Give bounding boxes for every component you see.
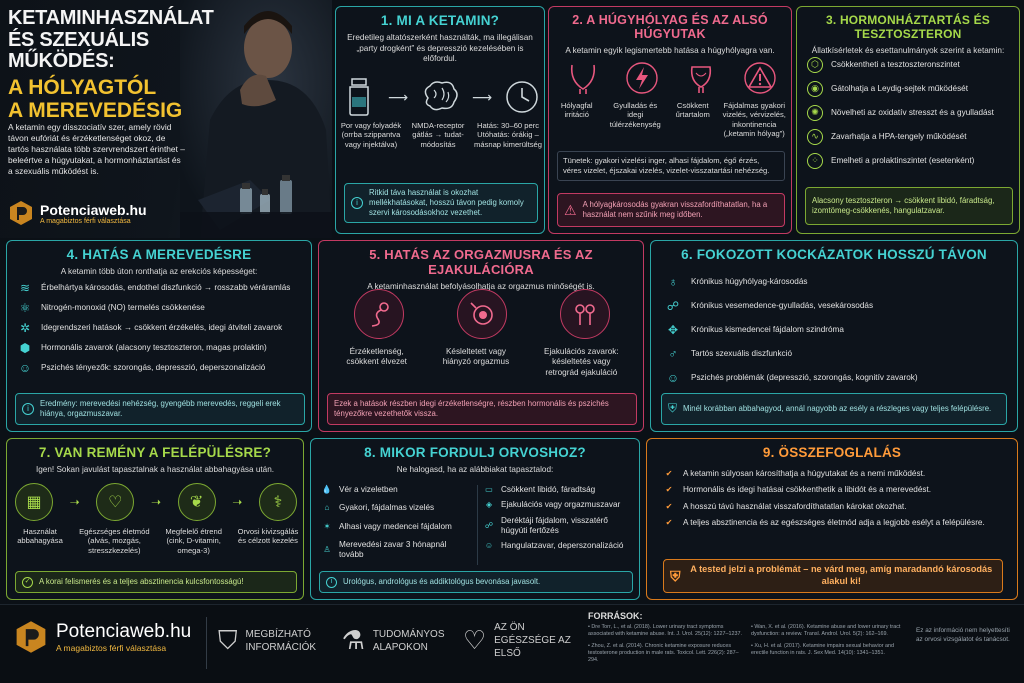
footer-divider: [206, 617, 207, 669]
source-item: • Zhou, Z. et al. (2014). Chronic ketamine exposure reduces testosterone production in male rats. Toxicol. Lett. 226(2): 287–294.: [588, 642, 739, 664]
clock-icon: [504, 79, 540, 115]
panel-title: 9. ÖSSZEFOGLALÁS: [762, 445, 902, 460]
badge-text: AZ ÖN EGÉSZSÉGE AZ ELSŐ: [494, 622, 571, 659]
list-item: [665, 275, 1011, 290]
panel-title: 3. HORMONHÁZTARTÁS ÉS TESZTOSZTERON: [826, 13, 990, 41]
item-text: Alhasi vagy medencei fájdalom: [339, 521, 452, 531]
panel-long-term-risks: [650, 240, 1018, 432]
panel-orgasm: [318, 240, 644, 432]
check-icon: ✔: [665, 469, 673, 478]
list-item: [663, 469, 1009, 479]
item-text: Hangulatzavar, deperszonalizáció: [501, 541, 624, 550]
item-text: Használat abbahagyása: [17, 527, 63, 546]
vial-icon: [342, 77, 376, 117]
brand-name: Potenciaweb.hu: [56, 621, 192, 642]
item-text: Csökkentheti a tesztoszteronszintet: [831, 59, 960, 69]
bladder-icon: ♁: [668, 275, 678, 289]
badge-scientific: [342, 621, 443, 660]
panel-note: [805, 187, 1013, 225]
heartbeat-icon: ♡: [462, 625, 487, 655]
list-item: [807, 153, 1015, 169]
hero-subtitle-line: A HÓLYAGTÓL: [8, 75, 157, 99]
brand-tagline: A magabiztos férfi választása: [56, 643, 167, 653]
apple-icon: ❦: [178, 483, 216, 521]
nerve-icon: ✲: [19, 321, 31, 335]
arrow-right-icon: ➝: [69, 495, 80, 509]
item-text: Egészséges életmód (alvás, mozgás, stresszkezelés): [79, 527, 150, 555]
panel-note: [661, 393, 1007, 425]
virus-icon: ✺: [807, 105, 823, 121]
item-text: A teljes absztinencia és az egészséges életmód adja a legjobb esélyt a felépülésre.: [683, 517, 985, 527]
panel-what-is-ketamine: [335, 6, 545, 234]
item-text: Hatás: 30–60 perc Utóhatás: órákig – másnap kimerültség: [474, 121, 542, 149]
panel-erection: [6, 240, 312, 432]
drop-icon: [560, 289, 610, 339]
note-text: Eredmény: merevedési nehézség, gyengébb merevedés, reggeli erek hiánya, orgazmuszavar.: [40, 398, 281, 418]
item-text: Hormonális zavarok (alacsony tesztoszteron, magas prolaktin): [41, 343, 267, 353]
hero: [0, 0, 332, 238]
panel-when-doctor: [310, 438, 640, 600]
bladder-icon: [566, 61, 600, 95]
hero-title-line: ÉS SZEXUÁLIS MŰKÖDÉS:: [8, 28, 149, 73]
item-text: Por vagy folyadék (orrba szippantva vagy injektálva): [340, 121, 402, 149]
source-item: • Wan, X. et al. (2016). Ketamine abuse and lower urinary tract dysfunction: a review. Transl. Androl. Urol. 5(2): 162–169.: [751, 624, 901, 638]
dots-icon: ⁘: [807, 153, 823, 169]
item-text: Merevedési zavar 3 hónapnál tovább: [339, 539, 447, 559]
check-icon: ✔: [665, 517, 673, 527]
list-item: [665, 299, 1011, 314]
list-item: [483, 500, 635, 510]
arrow-right-icon: ⟶: [471, 88, 493, 105]
pelvis-icon: ✥: [667, 323, 679, 337]
item-text: Vér a vizeletben: [339, 485, 398, 494]
panel-bladder: [548, 6, 792, 234]
toilet-icon: ⌂: [324, 503, 330, 513]
brain-icon: [420, 80, 460, 114]
list-item: [17, 281, 307, 296]
list-item: [665, 371, 1011, 386]
note-text: Ritkid táva használat is okozhat mellékhatásokat, hosszú távon pedig komoly szervi károsodásokhoz vezethet.: [369, 187, 524, 218]
item-text: A ketamin súlyosan károsíthatja a húgyutakat és a nemi működést.: [683, 469, 926, 478]
hero-title-line: KETAMINHASZNÁLAT: [8, 7, 214, 29]
hero-subtitle-line: A MEREVEDÉSIG: [8, 98, 183, 122]
item-text: Érzéketlenség, csökkent élvezet: [346, 347, 407, 367]
panel-note: [344, 183, 538, 223]
list-item: [807, 57, 1015, 73]
list-item: [665, 347, 1011, 362]
item-text: Tartós szexuális diszfunkció: [691, 349, 793, 359]
kidney-icon: ☍: [666, 299, 680, 313]
disclaimer: Ez az információ nem helyettesíti az orvosi vizsgálatot és tanácsot.: [916, 627, 1010, 643]
panel-title: 5. HATÁS AZ ORGAZMUSRA ÉS AZ EJAKULÁCIÓRA: [369, 247, 593, 277]
footer-brand[interactable]: [14, 619, 191, 655]
item-text: Pszichés tényezők: szorongás, depresszió, deperszonalizáció: [41, 363, 266, 373]
drop-icon: ◈: [485, 500, 493, 510]
battery-icon: ▭: [485, 485, 493, 494]
item-text: Deréktáji fájdalom, visszatérő húgyúti fertőzés: [501, 515, 608, 535]
note-text: A tested jelzi a problémát – ne várd meg, amíg maradandó károsodás alakul ki!: [690, 564, 993, 586]
hormone-icon: ⬢: [19, 341, 31, 355]
panel-title: 7. VAN REMÉNY A FELÉPÜLÉSRE?: [38, 445, 272, 460]
panel-title: 4. HATÁS A MEREVEDÉSRE: [66, 247, 252, 262]
item-text: Növelheti az oxidatív stresszt és a gyulladást: [831, 107, 994, 117]
shield-icon: ⛨: [670, 567, 681, 584]
item-text: Érbelhártya károsodás, endothel diszfunkció → rosszabb véráramlás: [41, 283, 291, 293]
list-item: [663, 502, 1009, 512]
panel-summary: [646, 438, 1018, 600]
badge-reliable: [218, 621, 322, 660]
panel-intro: A ketaminhasználat befolyásolhatja az orgazmus minőségét is.: [367, 282, 595, 291]
panel-intro: A ketamin több úton ronthatja az erekciós képességet:: [60, 267, 258, 276]
note-text: Urológus, andrológus és addiktológus bevonása javasolt.: [343, 576, 541, 586]
panel-note: [15, 393, 305, 425]
list-item: [17, 361, 307, 376]
egg-icon: [457, 289, 507, 339]
item-text: Orvosi kivizsgálás és célzott kezelés: [237, 527, 299, 546]
brand-name: Potenciaweb.hu: [40, 201, 147, 218]
badge-health-first: [463, 621, 580, 660]
pain-icon: ✶: [323, 521, 331, 531]
list-item: [321, 522, 473, 532]
panel-title: 6. FOKOZOTT KOCKÁZATOK HOSSZÚ TÁVON: [681, 247, 987, 262]
panel-note: [15, 571, 297, 593]
vessel-icon: ≋: [19, 281, 31, 295]
note-text: Alacsony tesztoszteron → csökkent libidó, fáradtság, izomtömeg-csökkenés, hangulatzavar.: [812, 195, 995, 215]
note-text: A hólyagkárosodás gyakran visszafordíthatatlan, ha a használat nem szűnik meg időben.: [582, 199, 768, 219]
panel-recovery: [6, 438, 304, 600]
panel-intro: Igen! Sokan javulást tapasztalnak a használat abbahagyása után.: [35, 465, 275, 474]
head-icon: ☺: [484, 541, 494, 550]
check-icon: ✔: [665, 501, 673, 511]
shrunk-bladder-icon: [684, 61, 718, 95]
list-item: [483, 485, 635, 495]
arrow-right-icon: ➝: [150, 495, 161, 509]
panel-note: [663, 559, 1003, 593]
item-text: Fájdalmas gyakori vizelés, vérvizelés, inkontinencia („ketamin hólyag”): [722, 101, 786, 139]
molecule-icon: ⬡: [807, 57, 823, 73]
info-icon: i: [351, 197, 363, 209]
head-icon: ☺: [666, 371, 680, 385]
panel-title: 8. MIKOR FORDULJ ORVOSHOZ?: [364, 445, 586, 460]
badge-text: TUDOMÁNYOS ALAPOKON: [372, 628, 445, 653]
panel-hormones: [796, 6, 1020, 234]
list-item: [321, 503, 473, 513]
drop-icon: 💧: [321, 485, 333, 494]
panel-intro: Ne halogasd, ha az alábbiakat tapasztalod:: [396, 465, 554, 474]
panel-intro: Eredetileg altatószerként használták, ma illegálisan „party drogként” és depresszió kezelésében is előfordul.: [347, 33, 533, 64]
panel-intro: A ketamin egyik legismertebb hatása a húgyhólyagra van.: [565, 46, 775, 55]
person-icon: ♙: [323, 544, 331, 554]
symptoms-box: [557, 151, 785, 181]
item-text: Ejakulációs zavarok: késleltetés vagy retrográd ejakuláció: [543, 347, 619, 377]
note-text: Ezek a hatások részben idegi érzéketlenségre, részben hormonális és pszichés tényezőkre vezethetők vissza.: [334, 398, 609, 418]
item-text: Krónikus vesemedence-gyulladás, vesekárosodás: [691, 301, 874, 311]
sperm-icon: [354, 289, 404, 339]
item-text: Csökkent űrtartalom: [675, 101, 710, 120]
item-text: Pszichés problémák (depresszió, szorongás, kognitív zavarok): [691, 373, 918, 383]
info-icon: i: [326, 577, 337, 588]
list-item: [17, 341, 307, 356]
panel-note: [557, 193, 785, 227]
item-text: Késleltetett vagy hiányzó orgazmus: [442, 347, 510, 367]
item-text: Krónikus kismedencei fájdalom szindróma: [691, 325, 844, 335]
brand-logo-icon: [8, 200, 34, 226]
list-item: [483, 516, 635, 537]
badge-text: MEGBÍZHATÓ INFORMÁCIÓK: [245, 628, 317, 653]
list-item: [663, 518, 1009, 528]
list-item: [807, 129, 1015, 145]
footer: [0, 604, 1024, 683]
item-text: NMDA-receptor gátlás → tudat-módosítás: [411, 121, 465, 149]
lightning-icon: [625, 61, 659, 95]
male-icon: ♂: [668, 347, 678, 361]
warning-icon: [743, 61, 777, 95]
pulse-icon: ∿: [807, 129, 823, 145]
info-icon: i: [22, 403, 34, 415]
shield-icon: ⛨: [668, 401, 678, 416]
list-item: [807, 105, 1015, 121]
list-item: [17, 301, 307, 316]
panel-note: [327, 393, 637, 425]
item-text: Idegrendszeri hatások → csökkent érzékelés, idegi átviteli zavarok: [41, 323, 283, 333]
item-text: Zavarhatja a HPA-tengely működését: [831, 131, 967, 141]
panel-note: [319, 571, 633, 593]
check-icon: ✓: [22, 577, 33, 588]
list-item: [321, 485, 473, 495]
check-icon: ✔: [665, 485, 673, 495]
panel-intro: Állatkísérletek és esettanulmányok szerint a ketamin:: [811, 46, 1005, 55]
item-text: Ejakulációs vagy orgazmuszavar: [501, 500, 621, 510]
heart-icon: ♡: [96, 483, 134, 521]
kidney-icon: ☍: [484, 520, 494, 530]
list-item: [807, 81, 1015, 97]
list-item: [321, 540, 473, 561]
hero-text: A ketamin egy disszociatív szer, amely rövid távon eufóriát és érzéketlenséget okoz, de tartós használata több szervrendszert érinthet – beleértve a húgyutakat, a hormonháztartást és a szexuális működést is.: [8, 122, 185, 177]
brand-tagline: A magabiztos férfi választása: [40, 217, 131, 225]
list-item: [17, 321, 307, 336]
brand-logo-icon: [14, 619, 48, 655]
item-text: Krónikus húgyhólyag-károsodás: [691, 277, 808, 287]
divider: [477, 485, 478, 565]
list-item: [665, 323, 1011, 338]
molecule-icon: ⚛: [19, 301, 31, 315]
source-item: • Xu, H. et al. (2017). Ketamine impairs sexual behavior and erectile function in rats. J. Sex Med. 14(10): 1341–1351.: [751, 642, 895, 656]
item-text: Nitrogén-monoxid (NO) termelés csökkenése: [41, 303, 205, 313]
item-text: Megfelelő étrend (cink, D-vitamin, omega-3): [165, 527, 222, 555]
microscope-icon: ⚗: [341, 625, 365, 655]
head-icon: ☺: [18, 361, 32, 375]
list-item: [663, 485, 1009, 495]
arrow-right-icon: ⟶: [387, 88, 409, 105]
source-item: • Dre Torr, L., et al. (2018). Lower urinary tract symptoms associated with ketamine abuse. Int. J. Urol. 25(12): 1227–1237.: [588, 624, 743, 638]
arrow-right-icon: ➝: [232, 495, 243, 509]
panel-title: 1. MI A KETAMIN?: [380, 13, 500, 28]
panel-title: 2. A HÚGYHÓLYAG ÉS AZ ALSÓ HÚGYUTAK: [572, 13, 768, 41]
calendar-icon: ▦: [15, 483, 53, 521]
note-text: Minél korábban abbahagyod, annál nagyobb az esély a részleges vagy teljes felépülésre.: [683, 403, 992, 413]
item-text: A hosszú távú használat visszafordíthatatlan károkat okozhat.: [683, 501, 907, 511]
warning-icon: ⚠: [564, 201, 577, 218]
doctor-icon: ⚕: [259, 483, 297, 521]
item-text: Hormonális és idegi hatásai csökkenthetik a libidót és a merevedést.: [683, 485, 932, 495]
shield-icon: ⛉: [218, 624, 238, 655]
sources: [588, 611, 906, 664]
note-text: A korai felismerés és a teljes absztinencia kulcsfontosságú!: [39, 576, 244, 586]
item-text: Gyakori, fájdalmas vizelés: [339, 503, 435, 513]
item-text: Hólyagfal irritáció: [560, 101, 593, 120]
item-text: Csökkent libidó, fáradtság: [501, 485, 596, 494]
item-text: Gyulladás és idegi túlérzékenység: [609, 101, 661, 129]
sources-title: FORRÁSOK:: [588, 611, 643, 621]
symptoms-text: Tünetek: gyakori vizelési inger, alhasi fájdalom, égő érzés, véres vizelet, éjszakai vizelés, vizelet-visszatartási nehézség.: [563, 156, 770, 175]
item-text: Emelheti a prolaktinszintet (esetenként): [831, 155, 975, 165]
list-item: [483, 541, 635, 551]
cell-icon: ◉: [807, 81, 823, 97]
hero-brand[interactable]: [8, 200, 147, 226]
item-text: Gátolhatja a Leydig-sejtek működését: [831, 83, 968, 93]
